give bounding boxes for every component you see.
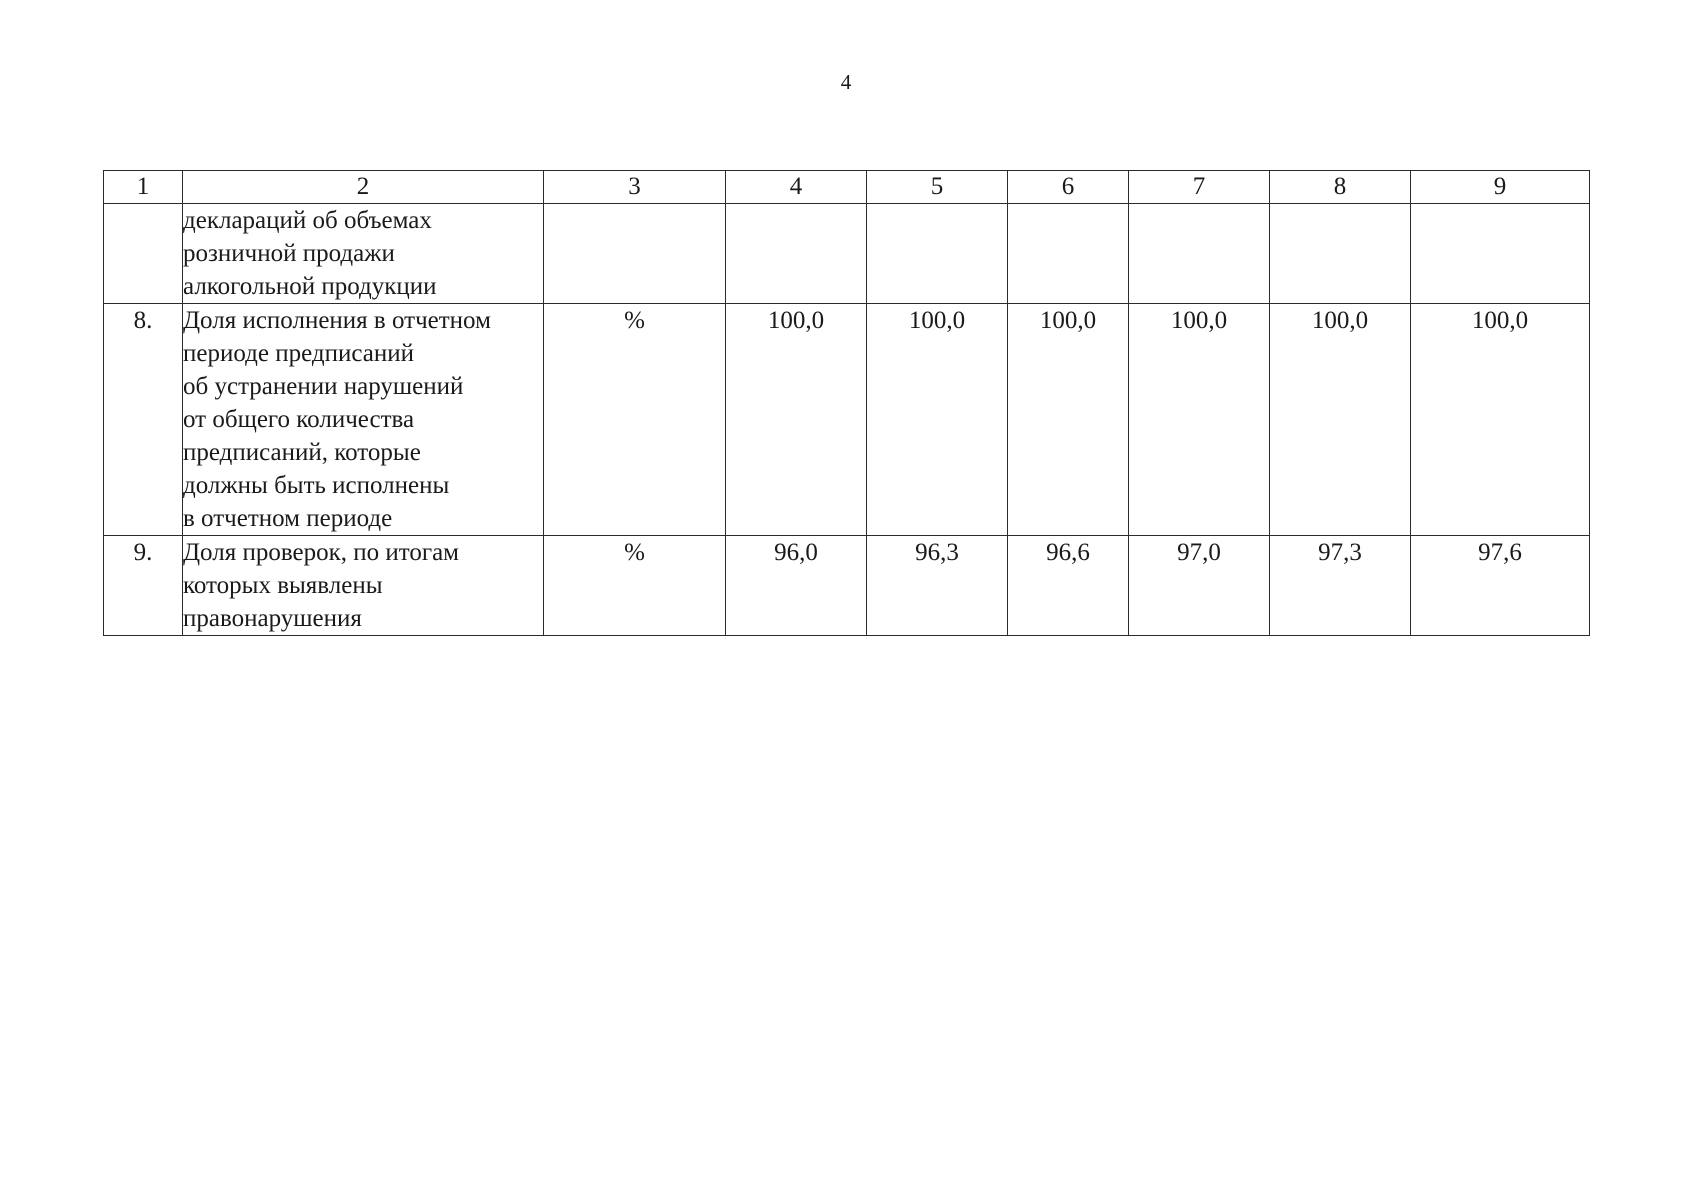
value-cell: 97,6 [1411, 536, 1590, 636]
table-row [104, 304, 1590, 536]
value-cell: 100,0 [867, 304, 1008, 536]
page-number: 4 [840, 70, 852, 94]
header-cell: 6 [1008, 171, 1129, 204]
table-row [104, 204, 1590, 304]
indicator-name-line: предписаний, которые [183, 439, 421, 466]
header-cell: 7 [1129, 171, 1270, 204]
table-row [104, 536, 1590, 636]
indicator-name [183, 304, 544, 536]
indicator-name-line: алкогольной продукции [183, 273, 437, 300]
indicator-name-line: розничной продажи [183, 240, 395, 267]
table-header-row [104, 171, 1590, 204]
indicator-name-line: Доля проверок, по итогам [183, 539, 460, 566]
row-number: 8. [104, 304, 183, 536]
header-cell: 8 [1270, 171, 1411, 204]
value-cell [1008, 204, 1129, 304]
indicator-name-line: Доля исполнения в отчетном [183, 307, 491, 334]
header-cell: 9 [1411, 171, 1590, 204]
indicator-name-line: периоде предписаний [183, 340, 414, 367]
unit-cell: % [544, 304, 726, 536]
indicator-name [183, 204, 544, 304]
indicator-name-line: правонарушения [183, 605, 362, 632]
value-cell: 97,3 [1270, 536, 1411, 636]
value-cell [726, 204, 867, 304]
row-number: 9. [104, 536, 183, 636]
value-cell [1411, 204, 1590, 304]
indicator-name-line: от общего количества [183, 406, 415, 433]
indicator-name-line: должны быть исполнены [183, 472, 450, 499]
value-cell: 96,3 [867, 536, 1008, 636]
value-cell: 100,0 [1411, 304, 1590, 536]
value-cell: 100,0 [726, 304, 867, 536]
header-cell: 1 [104, 171, 183, 204]
indicator-name-line: деклараций об объемах [183, 207, 432, 234]
value-cell: 96,0 [726, 536, 867, 636]
value-cell: 100,0 [1129, 304, 1270, 536]
value-cell: 96,6 [1008, 536, 1129, 636]
indicator-name [183, 536, 544, 636]
header-cell: 3 [544, 171, 726, 204]
value-cell [1129, 204, 1270, 304]
unit-cell: % [544, 536, 726, 636]
header-cell: 4 [726, 171, 867, 204]
unit-cell [544, 204, 726, 304]
indicators-table [103, 170, 1590, 636]
indicator-name-line: об устранении нарушений [183, 373, 464, 400]
indicator-name-line: которых выявлены [183, 572, 383, 599]
indicator-name-line: в отчетном периоде [183, 505, 393, 532]
header-cell: 5 [867, 171, 1008, 204]
value-cell: 100,0 [1008, 304, 1129, 536]
row-number [104, 204, 183, 304]
value-cell: 97,0 [1129, 536, 1270, 636]
header-cell: 2 [183, 171, 544, 204]
value-cell [867, 204, 1008, 304]
value-cell: 100,0 [1270, 304, 1411, 536]
value-cell [1270, 204, 1411, 304]
